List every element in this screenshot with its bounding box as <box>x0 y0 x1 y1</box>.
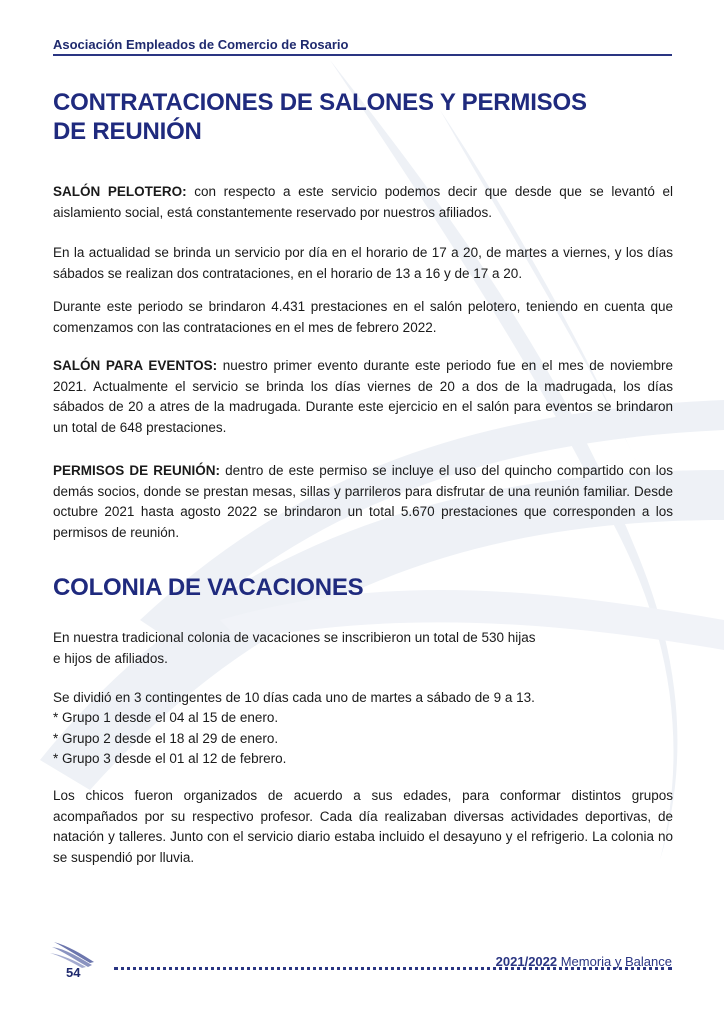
list-item: * Grupo 3 desde el 01 al 12 de febrero. <box>53 751 287 766</box>
section-title-colonia: COLONIA DE VACACIONES <box>53 574 364 601</box>
text-salon-eventos: nuestro primer evento durante este periodo fue en el mes de noviembre 2021. Actualmente el servicio se brinda los días viernes de 20 a dos de la madrugada, los días sábados de 20 a atres de la madrugada. Durante este ejercicio en el salón para eventos se brindaron un total de 648 prestaciones. <box>53 358 673 435</box>
paragraph-horarios: En la actualidad se brinda un servicio por día en el horario de 17 a 20, de martes a viernes, y los días sábados se realizan dos contrataciones, en el horario de 13 a 16 y de 17 a 20. <box>53 245 673 281</box>
section-title-line-2: DE REUNIÓN <box>53 118 202 145</box>
organization-header: Asociación Empleados de Comercio de Rosario <box>53 37 349 52</box>
label-permisos-reunion: PERMISOS DE REUNIÓN: <box>53 463 220 478</box>
page-number: 54 <box>66 965 81 980</box>
text-inscriptos-line-2: e hijos de afiliados. <box>53 650 168 666</box>
text-salon-pelotero: con respecto a este servicio podemos decir que desde que se levantó el aislamiento social, está constantemente reservado por nuestros afiliados. <box>53 184 674 220</box>
paragraph-actividades: Los chicos fueron organizados de acuerdo a sus edades, para conformar distintos grupos acompañados por su respectivo profesor. Cada día realizaban diversas actividades deportivas, de natación y talleres. Junto con el servicio diario estaba incluido el desayuno y el refrigerio. La colonia no se suspendió por lluvia. <box>53 788 673 865</box>
section-title-line-1: CONTRATACIONES DE SALONES Y PERMISOS <box>53 89 587 116</box>
paragraph-salon-eventos <box>53 356 673 438</box>
paragraph-contingentes: Se dividió en 3 contingentes de 10 días cada uno de martes a sábado de 9 a 13. <box>53 690 535 705</box>
section-title-salones <box>53 88 673 146</box>
list-item: * Grupo 1 desde el 04 al 15 de enero. <box>53 710 279 725</box>
paragraph-prestaciones-pelotero: Durante este periodo se brindaron 4.431 prestaciones en el salón pelotero, teniendo en cuenta que comenzamos con las contrataciones en el mes de febrero 2022. <box>53 299 673 335</box>
list-item: * Grupo 2 desde el 18 al 29 de enero. <box>53 730 279 746</box>
groups-list <box>53 708 673 770</box>
footer-year: 2021/2022 <box>495 954 558 969</box>
paragraph-permisos-reunion <box>53 461 673 543</box>
header-divider <box>53 54 672 56</box>
text-permisos-reunion: dentro de este permiso se incluye el uso del quincho compartido con los demás socios, donde se prestan mesas, sillas y parrileros para disfrutar de una reunión familiar. Desde octubre 2021 hasta agosto 2022 se brindaron un total 5.670 prestaciones que corresponden a los permisos de reunión. <box>53 463 673 540</box>
label-salon-eventos: SALÓN PARA EVENTOS: <box>53 358 218 373</box>
paragraph-salon-pelotero <box>53 182 673 223</box>
label-salon-pelotero: SALÓN PELOTERO: <box>53 184 187 199</box>
footer-document-name: Memoria y Balance <box>557 954 672 969</box>
footer-title <box>496 954 672 969</box>
text-inscriptos-line-1: En nuestra tradicional colonia de vacaciones se inscribieron un total de 530 hijas <box>53 630 536 645</box>
paragraph-inscriptos <box>53 628 673 669</box>
